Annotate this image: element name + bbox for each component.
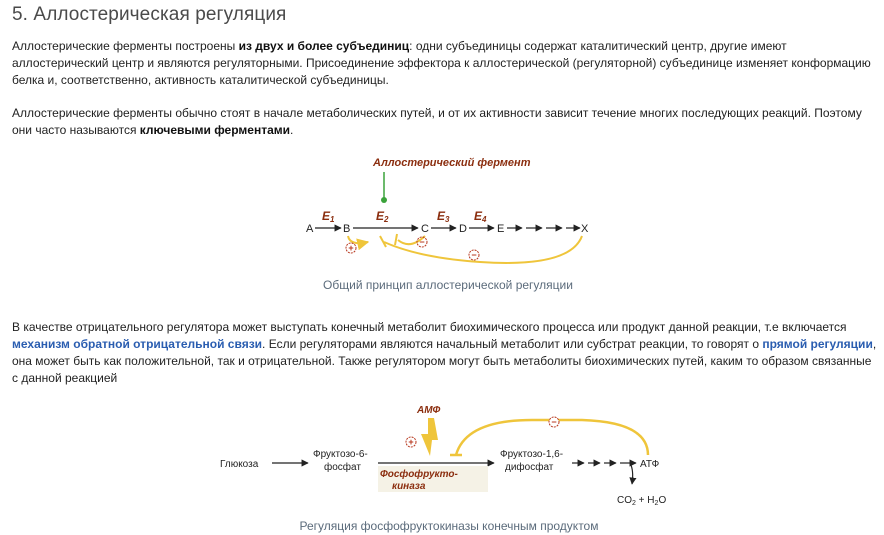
node-c: C xyxy=(421,223,429,235)
p2-bold: ключевыми ферментами xyxy=(139,123,290,137)
negative-feedback-link[interactable]: механизм обратной отрицательной связи xyxy=(12,337,263,351)
section-heading: 5. Аллостерическая регуляция xyxy=(12,4,287,25)
node-b: B xyxy=(343,223,351,235)
e3-label: E3 xyxy=(437,209,450,224)
svg-text:−: − xyxy=(419,237,425,247)
paragraph-3 xyxy=(12,319,880,387)
direct-regulation-link[interactable]: прямой регуляции xyxy=(762,337,873,351)
e2-label: E2 xyxy=(376,209,389,224)
f6p-line-1: Фруктозо-6- xyxy=(313,449,368,460)
p3-text-1: В качестве отрицательного регулятора может выступать конечный метаболит биохимического процесса или продукт данной реакции, т.е включается xyxy=(12,320,847,334)
p1-text-1: Аллостерические ферменты построены xyxy=(12,39,239,53)
amp-label: АМФ xyxy=(417,405,441,416)
p3-text-2: . Если регуляторами являются начальный метаболит или субстрат реакции, то говорят о xyxy=(262,337,763,351)
figure-pfk-regulation xyxy=(212,398,692,516)
figure-1-caption: Общий принцип аллостерической регуляции xyxy=(323,278,573,292)
p1-bold: из двух и более субъединиц xyxy=(238,39,410,53)
node-x: X xyxy=(581,223,589,235)
figure-2-diagram xyxy=(212,398,692,516)
green-dot xyxy=(381,197,387,203)
svg-text:+: + xyxy=(408,437,414,447)
f16bp-line-2: дифосфат xyxy=(505,462,554,473)
enzyme-label: Аллостерический фермент xyxy=(373,157,531,169)
atp-label: АТФ xyxy=(640,459,660,470)
p2-text-2: . xyxy=(290,123,294,137)
figure-allosteric-principle xyxy=(300,150,600,270)
node-a: A xyxy=(306,223,314,235)
p1-text-2: : одни субъединицы содержат каталитический центр, другие имеют аллостерический центр и являются регуляторными. Присоединение эффектора к аллостерической (регуляторной) субъединице изменяет конформацию белка и, соответственно, активность каталитической субъединицы. xyxy=(12,39,871,87)
paragraph-2 xyxy=(12,105,872,139)
enzyme-line-2: киназа xyxy=(392,481,426,492)
f6p-line-2: фосфат xyxy=(324,462,361,473)
svg-text:−: − xyxy=(551,417,557,427)
node-e: E xyxy=(497,223,505,235)
node-d: D xyxy=(459,223,467,235)
p2-text-1: Аллостерические ферменты обычно стоят в начале метаболических путей, и от их активности зависит течение многих последующих реакций. Поэтому они часто называются xyxy=(12,106,862,137)
p3-text-3: , она может быть как положительной, так и отрицательной. Также регулятором могут быть метаболиты биохимических путей, каким то образом связанные с данной реакцией xyxy=(12,337,877,385)
f16bp-line-1: Фруктозо-1,6- xyxy=(500,449,564,460)
glucose-label: Глюкоза xyxy=(220,459,259,470)
enzyme-line-1: Фосфофрукто- xyxy=(380,469,458,480)
svg-text:−: − xyxy=(471,250,477,260)
e1-label: E1 xyxy=(322,209,335,224)
svg-text:+: + xyxy=(348,243,354,253)
figure-1-diagram xyxy=(300,150,600,270)
co2-h2o-label: $CO_2 + H_2O$ xyxy=(617,495,667,507)
figure-2-caption: Регуляция фосфофруктокиназы конечным продуктом xyxy=(299,519,599,533)
amp-arrow xyxy=(421,418,438,456)
paragraph-1 xyxy=(12,38,872,89)
e4-label: E4 xyxy=(474,209,487,224)
